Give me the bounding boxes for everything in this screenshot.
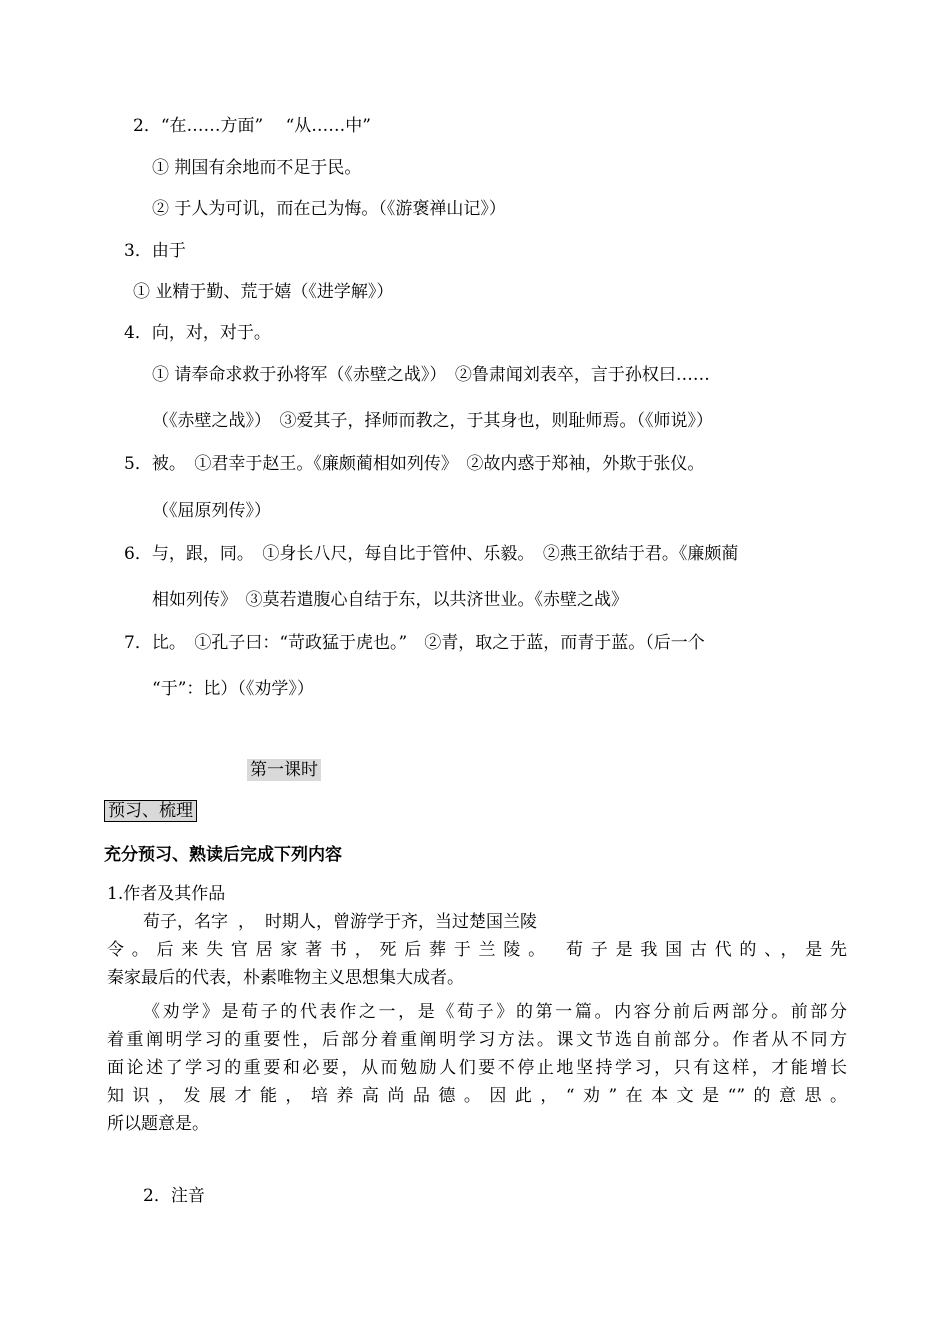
item-2-example-2: ② 于人为可讥，而在己为悔。（《游褒禅山记》）	[152, 199, 506, 219]
paragraph-1-line-1: 荀子，名字 ， 时期人，曾游学于齐，当过楚国兰陵	[143, 912, 537, 932]
item-6: 6．与，跟，同。 ①身长八尺，每自比于管仲、乐毅。 ②燕王欲结于君。《廉颇蔺	[124, 544, 739, 564]
item-2: 2．“在……方面” “从……中”	[133, 116, 371, 136]
paragraph-2-line-4: 知识，发展才能，培养高尚品德。因此，“劝”在本文是“”的意思。	[107, 1086, 847, 1106]
question-1-title: 1.作者及其作品	[107, 884, 226, 904]
lesson-title: 第一课时	[247, 759, 321, 781]
item-3-example-1: ① 业精于勤、荒于嬉（《进学解》）	[133, 282, 394, 302]
paragraph-2-line-1: 《劝学》是荀子的代表作之一，是《荀子》的第一篇。内容分前后两部分。前部分	[143, 1002, 847, 1022]
item-4-examples-line-1: ① 请奉命求救于孙将军（《赤壁之战》） ②鲁肃闻刘表卒，言于孙权曰……	[152, 365, 710, 385]
item-4-examples-line-2: （《赤壁之战》） ③爱其子，择师而教之，于其身也，则耻师焉。（《师说》）	[152, 411, 713, 431]
item-2-example-1: ① 荆国有余地而不足于民。	[152, 158, 362, 178]
paragraph-2-line-5: 所以题意是。	[107, 1114, 209, 1134]
item-7: 7．比。 ①孔子曰：“苛政猛于虎也。” ②青，取之于蓝，而青于蓝。（后一个	[124, 633, 705, 653]
instruction: 充分预习、熟读后完成下列内容	[104, 845, 342, 865]
paragraph-1-line-2: 令。后来失官居家著书，死后葬于兰陵。 荀子是我国古代的、，是先	[107, 940, 848, 960]
section-heading: 预习、梳理	[104, 800, 197, 822]
item-4: 4．向，对，对于。	[124, 323, 271, 343]
item-5: 5．被。 ①君幸于赵王。《廉颇蔺相如列传》 ②故内惑于郑袖，外欺于张仪。	[124, 454, 705, 474]
question-2-title: 2．注音	[143, 1186, 205, 1206]
item-5-line-2: （《屈原列传》）	[152, 501, 271, 521]
paragraph-1-line-3: 秦家最后的代表，朴素唯物主义思想集大成者。	[107, 968, 464, 988]
paragraph-2-line-3: 面论述了学习的重要和必要，从而勉励人们要不停止地坚持学习，只有这样，才能增长	[107, 1058, 847, 1078]
paragraph-2-line-2: 着重阐明学习的重要性，后部分着重阐明学习方法。课文节选自前部分。作者从不同方	[107, 1030, 847, 1050]
item-6-line-2: 相如列传》 ③莫若遣腹心自结于东，以共济世业。《赤壁之战》	[152, 590, 628, 610]
item-3: 3．由于	[124, 241, 186, 261]
item-7-line-2: “于”：比）（《劝学》）	[152, 679, 314, 699]
